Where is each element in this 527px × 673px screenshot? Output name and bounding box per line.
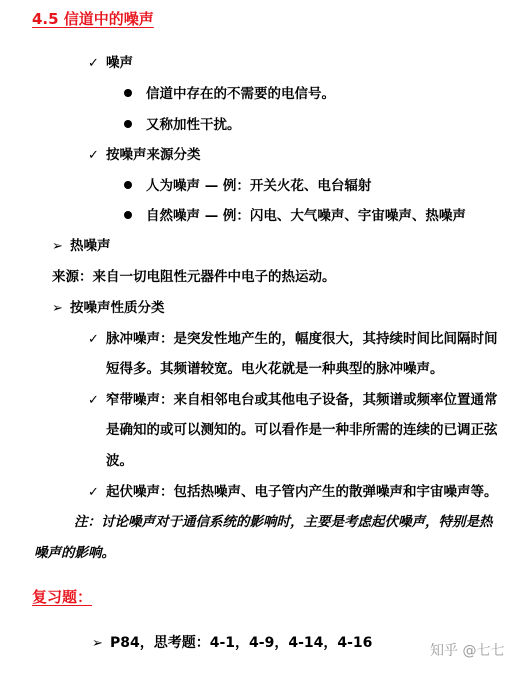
narrow-line-2: 是确知的或可以测知的。可以看作是一种非所需的连续的已调正弦 [106,422,498,438]
review-item [92,632,372,652]
arrow-icon: ➢ [92,636,103,651]
source-bullet-2 [124,206,466,226]
bullet-icon [124,181,132,189]
bullet-icon [124,211,132,219]
item-thermal [52,236,111,257]
bullet-icon [124,89,132,97]
source-line: 来源：来自一切电阻性元器件中电子的热运动。 [52,269,336,285]
fluct-line [88,482,498,503]
review-item-text: P84，思考题：4-1，4-9，4-14，4-16 [110,635,373,651]
item-noise [88,53,133,74]
arrow-icon: ➢ [52,239,63,254]
source-bullet-1 [124,176,371,196]
item-by-property [52,298,165,319]
impulse-line-2: 短得多。其频谱较宽。电火花就是一种典型的脉冲噪声。 [106,361,444,377]
narrow-line-1 [88,390,498,411]
review-title: 复习题： [32,588,93,606]
narrow-line-3: 波。 [106,453,133,469]
check-icon: ✓ [88,56,99,71]
item-by-source-label: 按噪声来源分类 [106,147,201,163]
noise-bullet-1-text: 信道中存在的不需要的电信号。 [146,86,335,102]
check-icon: ✓ [88,332,99,347]
bullet-icon [124,120,132,128]
arrow-icon: ➢ [52,301,63,316]
note-line-2: 噪声的影响。 [34,545,115,561]
check-icon: ✓ [88,485,99,500]
section-title: 4.5 信道中的噪声 [32,10,154,28]
source-bullet-1-text: 人为噪声 — 例：开关火花、电台辐射 [146,178,372,194]
fluct-line-text: 起伏噪声：包括热噪声、电子管内产生的散弹噪声和宇宙噪声等。 [106,484,498,500]
note-line-1: 注：讨论噪声对于通信系统的影响时，主要是考虑起伏噪声，特别是热 [74,514,493,530]
noise-bullet-2 [124,115,241,135]
impulse-line-1 [88,329,498,350]
item-by-source [88,145,201,166]
check-icon: ✓ [88,393,99,408]
watermark: 知乎 @七七 [430,643,505,659]
impulse-line-1-text: 脉冲噪声：是突发性地产生的，幅度很大，其持续时间比间隔时间 [106,331,498,347]
source-bullet-2-text: 自然噪声 — 例：闪电、大气噪声、宇宙噪声、热噪声 [146,208,466,224]
item-thermal-label: 热噪声 [70,238,111,254]
noise-bullet-2-text: 又称加性干扰。 [146,117,241,133]
narrow-line-1-text: 窄带噪声：来自相邻电台或其他电子设备，其频谱或频率位置通常 [106,392,498,408]
item-noise-label: 噪声 [106,55,133,71]
item-by-property-label: 按噪声性质分类 [70,300,165,316]
check-icon: ✓ [88,148,99,163]
noise-bullet-1 [124,84,335,104]
